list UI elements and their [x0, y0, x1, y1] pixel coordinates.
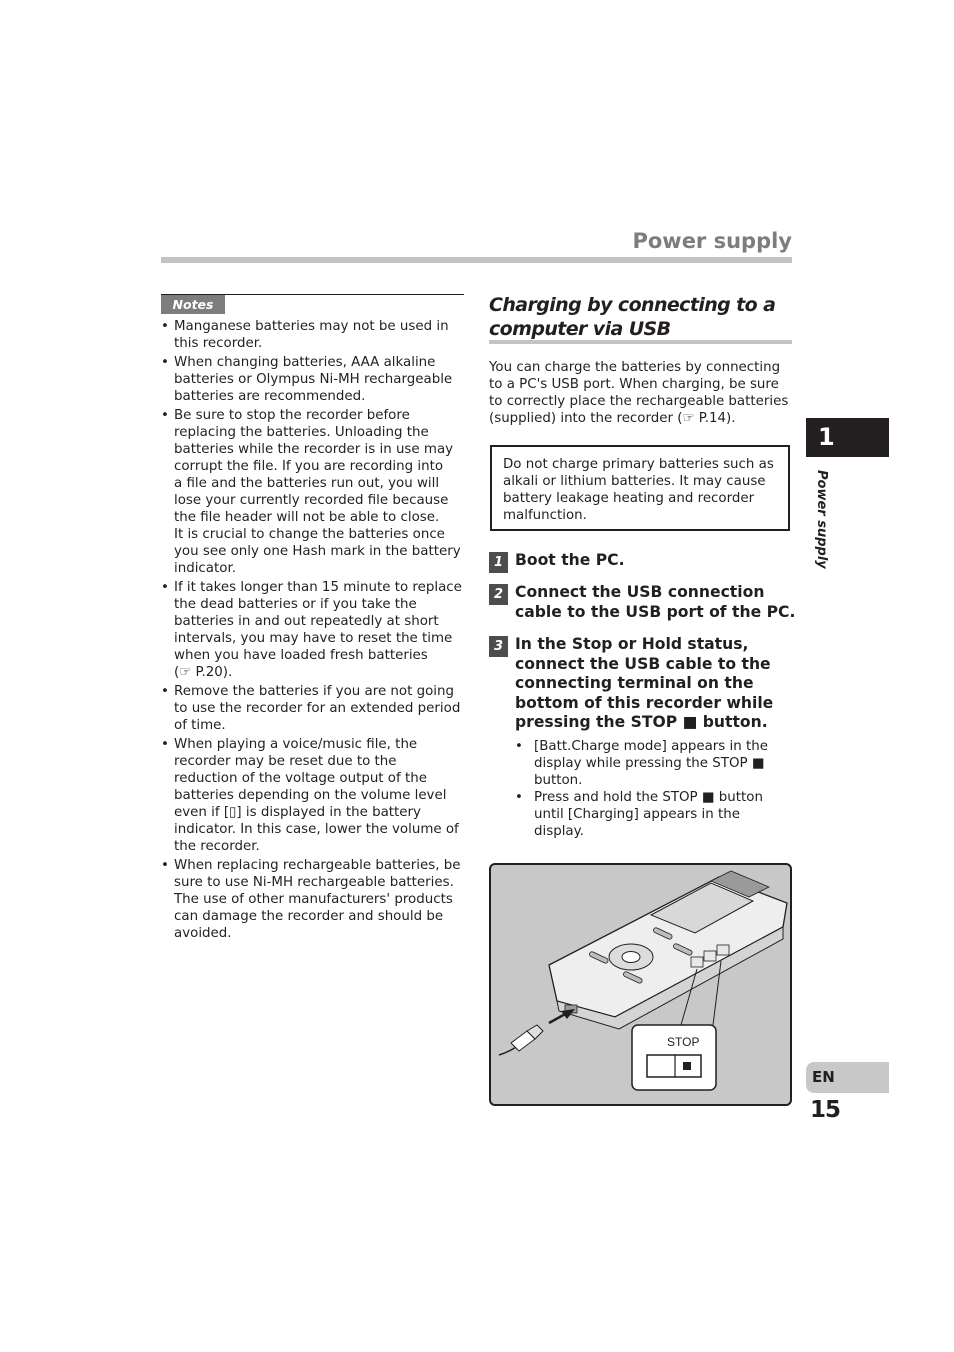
notes-line: It is crucial to change the batteries once — [174, 527, 445, 542]
side-label — [809, 470, 845, 570]
notes-line: replacing the batteries. Unloading the — [174, 425, 429, 440]
sub-bullet-line: display. — [534, 824, 584, 839]
step-line: pressing the STOP ■ button. — [515, 713, 768, 731]
voice-recorder-icon — [549, 871, 787, 1029]
sub-bullet-line: • Press and hold the STOP ■ button — [534, 790, 763, 805]
caution-box — [490, 445, 790, 531]
notes-line: to use the recorder for an extended period — [174, 701, 461, 716]
notes-line: even if [▯] is displayed in the battery — [174, 805, 421, 820]
step-text — [515, 551, 800, 571]
header-rule — [161, 257, 792, 263]
step-line: connecting terminal on the — [515, 674, 754, 692]
notes-line: indicator. In this case, lower the volume of — [174, 822, 459, 837]
language-tab: EN — [806, 1062, 889, 1093]
step-line: Boot the PC. — [515, 551, 625, 569]
sub-bullet-line: until [Charging] appears in the — [534, 807, 740, 822]
notes-item — [161, 683, 465, 734]
notes-line: batteries while the recorder is in use may — [174, 442, 454, 457]
notes-line: • If it takes longer than 15 minute to replace — [174, 580, 462, 595]
notes-line: intervals, you may have to reset the time — [174, 631, 453, 646]
sub-bullet-line: button. — [534, 773, 583, 788]
section-heading — [489, 293, 792, 341]
notes-line: recorder may be reset due to the — [174, 754, 397, 769]
caution-line: Do not charge primary batteries such as — [503, 457, 774, 472]
section-title: Power supply — [632, 229, 792, 253]
step-number: 1 — [489, 552, 508, 573]
notes-line: when you have loaded fresh batteries — [174, 648, 428, 663]
notes-line: • When playing a voice/music file, the — [174, 737, 418, 752]
step-3-sub-bullets — [515, 738, 790, 840]
caution-line: battery leakage heating and recorder — [503, 491, 755, 506]
notes-line: indicator. — [174, 561, 236, 576]
usb-cable-icon — [499, 1025, 543, 1055]
notes-line: the file header will not be able to close. — [174, 510, 440, 525]
notes-line: this recorder. — [174, 336, 263, 351]
step-number: 3 — [489, 636, 508, 657]
page-number: 15 — [810, 1097, 841, 1123]
intro-paragraph — [489, 359, 794, 427]
caution-line: malfunction. — [503, 508, 587, 523]
notes-item — [161, 579, 465, 681]
sub-bullet-line: display while pressing the STOP ■ — [534, 756, 765, 771]
notes-line: lose your currently recorded file because — [174, 493, 449, 508]
notes-line: • Be sure to stop the recorder before — [174, 408, 410, 423]
notes-line: can damage the recorder and should be — [174, 909, 444, 924]
heading-line: Charging by connecting to a — [489, 294, 776, 316]
heading-rule — [489, 340, 792, 344]
notes-line: • When changing batteries, AAA alkaline — [174, 355, 436, 370]
intro-line: (supplied) into the recorder (☞ P.14). — [489, 411, 736, 426]
notes-line: (☞ P.20). — [174, 665, 233, 680]
notes-item — [161, 318, 465, 352]
notes-line: the dead batteries or if you take the — [174, 597, 417, 612]
notes-line: • Remove the batteries if you are not going — [174, 684, 455, 699]
stop-label: STOP — [667, 1035, 700, 1049]
recorder-drawing — [491, 865, 790, 1104]
caution-line: alkali or lithium batteries. It may cause — [503, 474, 766, 489]
step-line: bottom of this recorder while — [515, 693, 774, 712]
notes-item — [161, 407, 465, 577]
sub-bullet — [515, 789, 790, 840]
notes-line: batteries or Olympus Ni-MH rechargeable — [174, 372, 453, 387]
chapter-tab: 1 — [806, 418, 889, 457]
recorder-usb-illustration — [489, 863, 792, 1106]
step-line: In the Stop or Hold status, — [515, 635, 749, 653]
step-number: 2 — [489, 584, 508, 605]
notes-line: sure to use Ni-MH rechargeable batteries. — [174, 875, 454, 890]
notes-item — [161, 857, 465, 942]
step-line: connect the USB cable to the — [515, 654, 771, 673]
notes-line: • Manganese batteries may not be used in — [174, 319, 449, 334]
notes-line: a file and the batteries run out, you will — [174, 476, 440, 491]
notes-line: batteries depending on the volume level — [174, 788, 447, 803]
heading-line: computer via USB — [489, 318, 671, 340]
intro-line: You can charge the batteries by connecting — [489, 360, 781, 375]
notes-list — [161, 318, 465, 944]
insert-arrow-icon — [549, 1009, 575, 1023]
intro-line: to correctly place the rechargeable batteries — [489, 394, 789, 409]
notes-line: of time. — [174, 718, 226, 733]
notes-line: • When replacing rechargeable batteries, be — [174, 858, 461, 873]
notes-line: avoided. — [174, 926, 232, 941]
notes-line: corrupt the file. If you are recording into — [174, 459, 444, 474]
notes-item — [161, 736, 465, 855]
step-line: Connect the USB connection — [515, 583, 765, 601]
notes-label: Notes — [161, 295, 225, 314]
notes-line: The use of other manufacturers' products — [174, 892, 453, 907]
notes-item — [161, 354, 465, 405]
step-text — [515, 635, 800, 733]
notes-line: you see only one Hash mark in the battery — [174, 544, 461, 559]
sub-bullet-line: • [Batt.Charge mode] appears in the — [534, 739, 768, 754]
side-label-text: Power supply — [814, 470, 829, 569]
step-text — [515, 583, 800, 622]
intro-line: to a PC's USB port. When charging, be sure — [489, 377, 779, 392]
notes-line: the recorder. — [174, 839, 260, 854]
notes-line: batteries are recommended. — [174, 389, 366, 404]
sub-bullet — [515, 738, 790, 789]
notes-line: reduction of the voltage output of the — [174, 771, 427, 786]
notes-line: batteries in and out repeatedly at short — [174, 614, 439, 629]
step-line: cable to the USB port of the PC. — [515, 602, 796, 621]
